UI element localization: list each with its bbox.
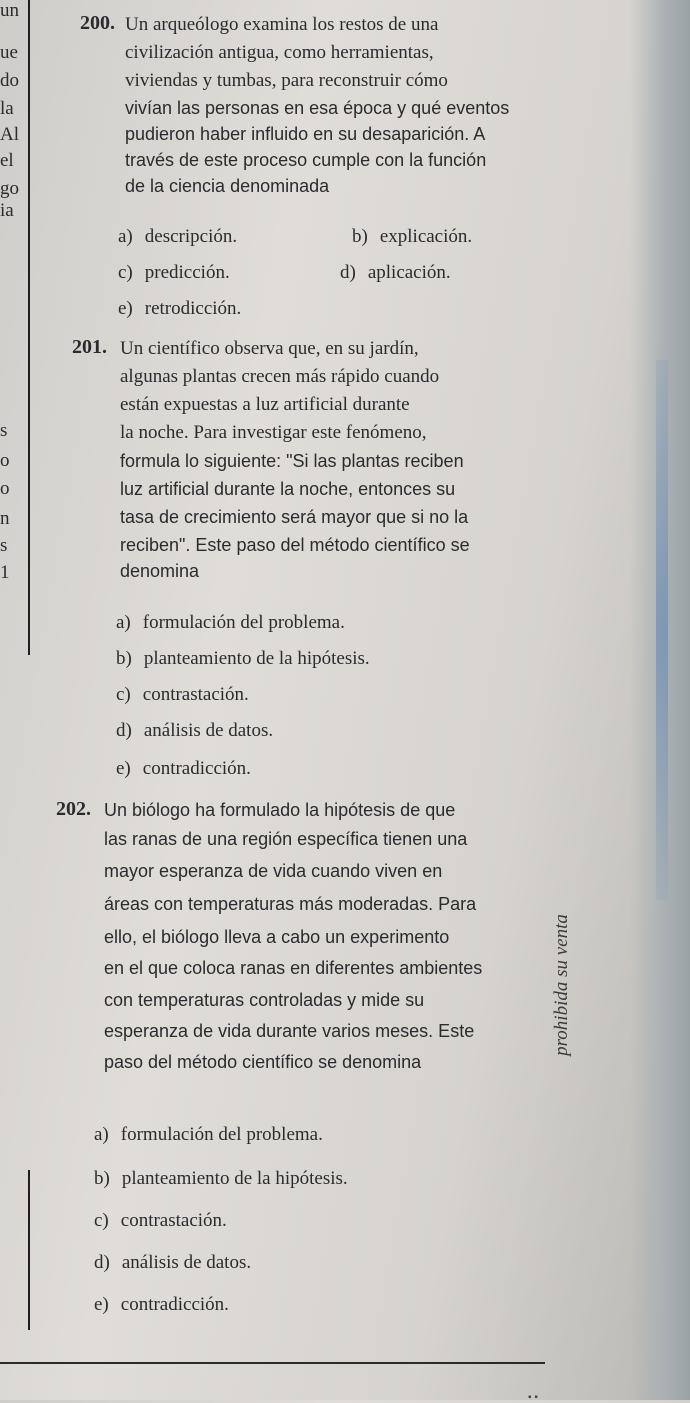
option-text: formulación del problema. xyxy=(120,1124,323,1145)
option-text: retrodicción. xyxy=(144,298,242,319)
option-text: contrastación. xyxy=(142,684,249,705)
question-text-line: luz artificial durante la noche, entonces su xyxy=(120,479,456,499)
margin-fragment: do xyxy=(0,70,19,91)
option-letter: c) xyxy=(118,262,133,283)
question-text-line: la noche. Para investigar este fenómeno, xyxy=(120,422,427,443)
blue-tab-strip xyxy=(656,360,668,900)
option-letter: d) xyxy=(116,720,132,741)
margin-fragment: o xyxy=(0,450,10,471)
question-text-line: algunas plantas crecen más rápido cuando xyxy=(120,366,440,387)
margin-fragment: n xyxy=(0,508,10,529)
option-text: explicación. xyxy=(379,226,473,247)
option-letter: e) xyxy=(118,298,133,319)
option-text: formulación del problema. xyxy=(142,612,345,633)
option-c[interactable] xyxy=(94,1210,227,1232)
option-c[interactable] xyxy=(116,684,249,706)
option-d[interactable] xyxy=(94,1252,251,1274)
question-text-line: las ranas de una región específica tienen una xyxy=(104,829,468,849)
question-text-line: ello, el biólogo lleva a cabo un experimento xyxy=(104,927,450,947)
option-b[interactable] xyxy=(94,1168,348,1190)
watermark xyxy=(542,890,582,1080)
question-text-line: Un biólogo ha formulado la hipótesis de que xyxy=(104,800,456,820)
margin-fragment: s xyxy=(0,420,8,441)
option-a[interactable] xyxy=(94,1124,323,1146)
margin-fragment: 1 xyxy=(0,562,10,583)
option-text: análisis de datos. xyxy=(143,720,274,741)
question-text-line: en el que coloca ranas en diferentes ambientes xyxy=(104,958,483,978)
option-letter: b) xyxy=(94,1168,110,1189)
question-number: 202. xyxy=(56,798,91,820)
question-number: 200. xyxy=(80,12,115,34)
option-e[interactable] xyxy=(116,758,251,780)
column-divider-top xyxy=(28,0,30,655)
margin-fragment: ia xyxy=(0,200,14,221)
option-letter: c) xyxy=(116,684,131,705)
option-text: análisis de datos. xyxy=(121,1252,252,1273)
option-c[interactable] xyxy=(118,262,230,284)
question-text-line: través de este proceso cumple con la función xyxy=(125,150,487,170)
question-text-line: vivían las personas en esa época y qué eventos xyxy=(125,98,510,118)
option-letter: e) xyxy=(116,758,131,779)
option-text: descripción. xyxy=(144,226,238,247)
watermark-text: prohibida su venta xyxy=(551,914,572,1056)
option-text: contradicción. xyxy=(142,758,251,779)
option-letter: d) xyxy=(340,262,356,283)
option-text: planteamiento de la hipótesis. xyxy=(121,1168,348,1189)
question-text-line: Un científico observa que, en su jardín, xyxy=(120,338,419,359)
option-d[interactable] xyxy=(116,720,273,742)
option-b[interactable] xyxy=(352,226,472,248)
margin-fragment: s xyxy=(0,535,8,556)
margin-fragment: la xyxy=(0,98,14,119)
margin-fragment: go xyxy=(0,178,19,199)
column-divider-bottom xyxy=(28,1170,30,1330)
corner-mark: ▪ ▪ xyxy=(528,1392,538,1403)
question-text-line: tasa de crecimiento será mayor que si no la xyxy=(120,507,469,527)
question-text-line: formula lo siguiente: "Si las plantas reciben xyxy=(120,451,464,471)
option-e[interactable] xyxy=(118,298,241,320)
question-text-line: denomina xyxy=(120,561,200,581)
question-number: 201. xyxy=(72,336,107,358)
option-letter: e) xyxy=(94,1294,109,1315)
margin-fragment: ue xyxy=(0,42,18,63)
question-text-line: viviendas y tumbas, para reconstruir cómo xyxy=(125,70,448,91)
question-text-line: mayor esperanza de vida cuando viven en xyxy=(104,861,443,881)
option-text: planteamiento de la hipótesis. xyxy=(143,648,370,669)
option-text: contrastación. xyxy=(120,1210,227,1231)
option-text: aplicación. xyxy=(367,262,451,283)
option-a[interactable] xyxy=(116,612,345,634)
option-b[interactable] xyxy=(116,648,370,670)
option-letter: a) xyxy=(94,1124,109,1145)
option-text: contradicción. xyxy=(120,1294,229,1315)
question-text-line: están expuestas a luz artificial durante xyxy=(120,394,410,415)
question-text-line: de la ciencia denominada xyxy=(125,176,330,196)
margin-fragment: un xyxy=(0,0,19,21)
option-letter: c) xyxy=(94,1210,109,1231)
question-text-line: reciben". Este paso del método científico se xyxy=(120,535,470,555)
question-text-line: con temperaturas controladas y mide su xyxy=(104,990,425,1010)
option-text: predicción. xyxy=(144,262,230,283)
option-letter: b) xyxy=(116,648,132,669)
margin-fragment: el xyxy=(0,150,14,171)
option-letter: b) xyxy=(352,226,368,247)
option-a[interactable] xyxy=(118,226,237,248)
margin-fragment: o xyxy=(0,478,10,499)
question-text-line: civilización antigua, como herramientas, xyxy=(125,42,434,63)
question-text-line: pudieron haber influido en su desaparición. A xyxy=(125,124,486,144)
question-text-line: esperanza de vida durante varios meses. Este xyxy=(104,1021,475,1041)
bottom-rule xyxy=(0,1362,545,1364)
option-letter: d) xyxy=(94,1252,110,1273)
question-text-line: áreas con temperaturas más moderadas. Para xyxy=(104,894,477,914)
option-letter: a) xyxy=(116,612,131,633)
question-text-line: paso del método científico se denomina xyxy=(104,1052,422,1072)
question-text-line: Un arqueólogo examina los restos de una xyxy=(125,14,439,35)
option-d[interactable] xyxy=(340,262,451,284)
margin-fragment: Al xyxy=(0,124,19,145)
option-e[interactable] xyxy=(94,1294,229,1316)
option-letter: a) xyxy=(118,226,133,247)
